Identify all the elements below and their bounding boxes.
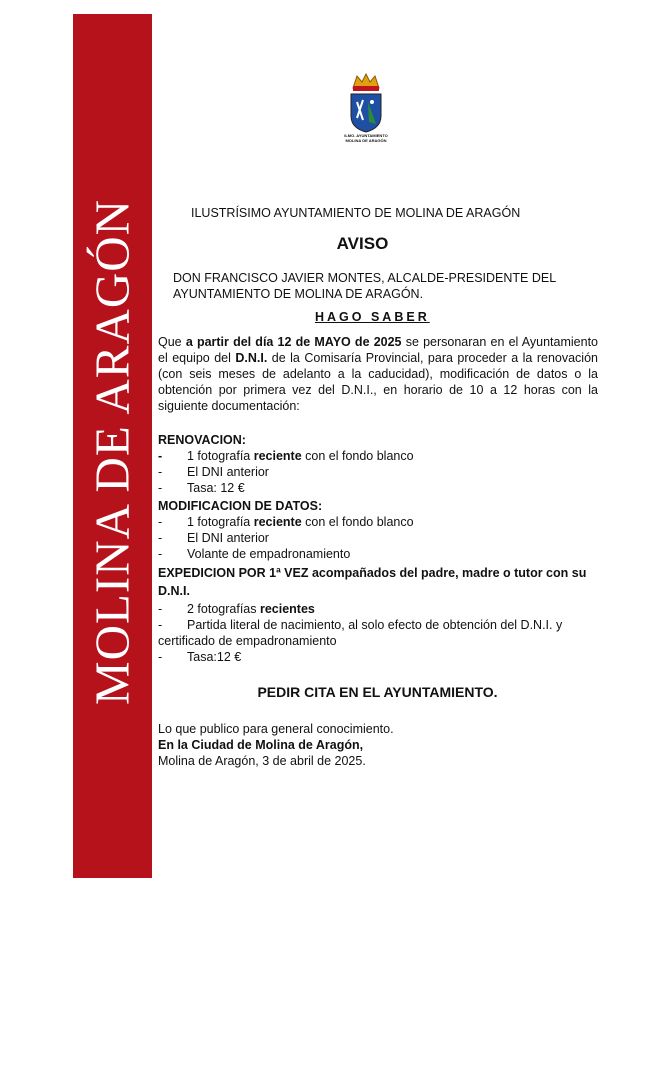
list-item [158,546,598,562]
side-band-title: MOLINA DE ARAGÓN [84,199,140,705]
bullet: - [158,547,163,561]
list-item [158,480,598,496]
modificacion-section [158,498,598,562]
item-text: Tasa:12 € [187,650,242,664]
intro-paragraph [158,334,598,414]
expedicion-heading-line2: D.N.I. [158,584,190,598]
crest-caption-line1: ILMO. AYUNTAMIENTO [344,133,388,138]
renovacion-heading: RENOVACION: [158,433,246,447]
item-text: 1 fotografía [187,449,254,463]
item-text: 1 fotografía [187,515,254,529]
item-text: Tasa: 12 € [187,481,245,495]
expedicion-heading-line1: EXPEDICION POR 1ª VEZ acompañados del padre, madre o tutor con su [158,566,587,580]
list-item [158,530,598,546]
bullet: - [158,602,163,616]
intro-text-2: se personaran en el Ayuntamiento el equipo del [158,335,598,365]
author-line-2: AYUNTAMIENTO DE MOLINA DE ARAGÓN. [173,287,424,301]
appointment-notice: PEDIR CITA EN EL AYUNTAMIENTO. [257,684,498,700]
item-text: con el fondo blanco [301,515,414,529]
item-text: con el fondo blanco [301,449,414,463]
list-item [158,601,598,617]
item-text: 2 fotografías [187,602,260,616]
intro-date: a partir del día 12 de MAYO de 2025 [185,335,402,349]
item-bold: reciente [253,515,302,529]
closing-line-3: Molina de Aragón, 3 de abril de 2025. [158,754,366,768]
expedicion-section [158,565,598,665]
hago-saber-heading: HAGO SABER [315,310,430,324]
closing-line-1: Lo que publico para general conocimiento. [158,722,394,736]
bullet: - [158,481,163,495]
bullet: - [158,465,163,479]
list-item [158,649,598,665]
list-item-continuation: certificado de empadronamiento [158,634,337,648]
list-item [158,617,598,633]
list-item [158,448,598,464]
item-bold: reciente [253,449,302,463]
intro-text-1: Que [158,335,186,349]
renovacion-section [158,432,598,496]
author-block [173,270,556,302]
closing-line-2: En la Ciudad de Molina de Aragón, [158,738,364,752]
closing-block [158,721,394,769]
item-bold: recientes [259,602,315,616]
page-title: AVISO [336,234,389,253]
bullet: - [158,449,163,463]
item-text: Partida literal de nacimiento, al solo efecto de obtención del D.N.I. y [187,618,563,632]
intro-dni: D.N.I. [235,351,268,365]
institution-name: ILUSTRÍSIMO AYUNTAMIENTO DE MOLINA DE ARAGÓN [191,206,521,220]
bullet: - [158,618,163,632]
list-item [158,464,598,480]
item-text: Volante de empadronamiento [187,547,351,561]
intro-text-3: de la Comisaría Provincial, para proceder a la renovación (con seis meses de adelanto a la caducidad), modificación de datos o la obtención por primera vez del D.N.I., en horario de 10 a 12 horas con la siguiente documentación: [158,351,598,413]
item-text: El DNI anterior [187,531,269,545]
bullet: - [158,515,163,529]
crest-caption [341,133,391,143]
modificacion-heading: MODIFICACION DE DATOS: [158,499,323,513]
list-item [158,514,598,530]
bullet: - [158,531,163,545]
author-line-1: DON FRANCISCO JAVIER MONTES, ALCALDE-PRESIDENTE DEL [173,271,557,285]
bullet: - [158,650,163,664]
crest-caption-line2: MOLINA DE ARAGÓN [345,138,387,143]
item-text: El DNI anterior [187,465,269,479]
